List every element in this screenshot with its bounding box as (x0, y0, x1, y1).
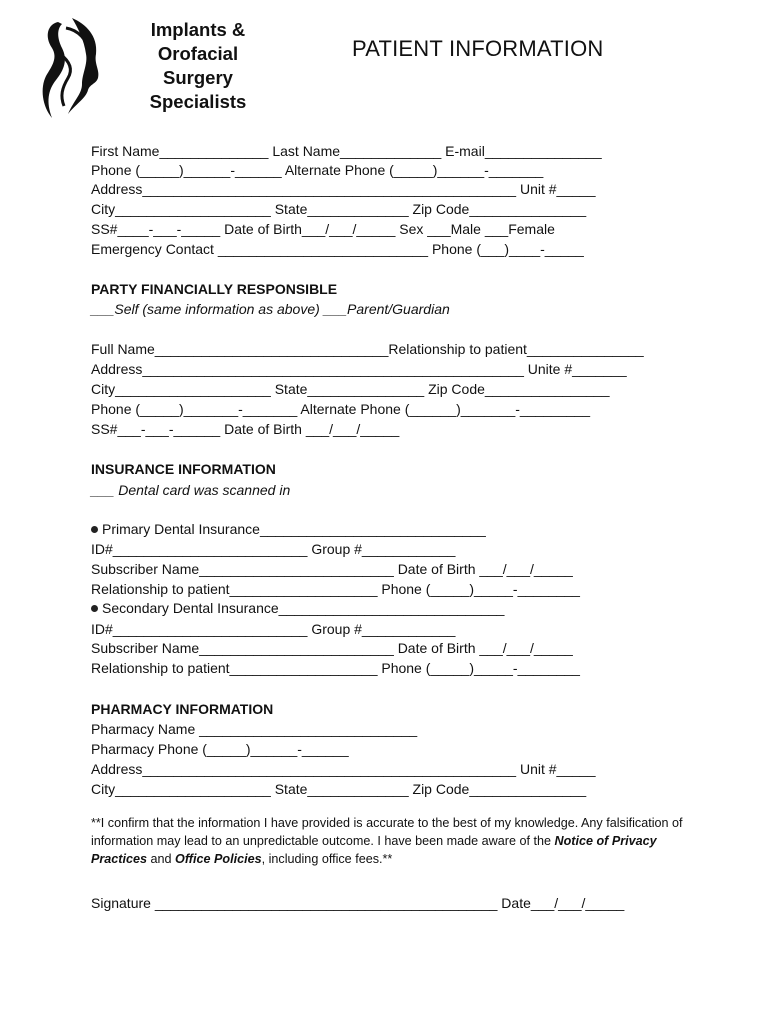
card-scanned-option[interactable]: ___ Dental card was scanned in (91, 482, 291, 498)
primary-relationship-row[interactable]: Relationship to patient___________________ Phone (_____)_____-________ (91, 581, 580, 597)
insurance-heading: INSURANCE INFORMATION (91, 461, 276, 477)
primary-id-group-row[interactable]: ID#_________________________ Group #____________ (91, 541, 456, 557)
patient-name-email-row[interactable]: First Name______________ Last Name_____________ E-mail_______________ (91, 143, 602, 159)
form-title: PATIENT INFORMATION (352, 36, 604, 61)
pharmacy-name-row[interactable]: Pharmacy Name ____________________________ (91, 721, 418, 737)
financial-address-row[interactable]: Address_________________________________________________ Unite #_______ (91, 361, 627, 377)
secondary-subscriber-row[interactable]: Subscriber Name_________________________ Date of Birth ___/___/_____ (91, 640, 573, 656)
confirmation-text: **I confirm that the information I have provided is accurate to the best of my knowledge. Any falsification of information may lead to an unpredictable outcome. I have been made aware of the (91, 816, 683, 848)
patient-ssn-dob-sex-row[interactable]: SS#____-___-_____ Date of Birth___/___/_____ Sex ___Male ___Female (91, 221, 555, 237)
bullet-icon (91, 605, 98, 612)
financial-heading: PARTY FINANCIALLY RESPONSIBLE (91, 281, 338, 297)
patient-phone-row[interactable]: Phone (_____)______-______ Alternate Phone (_____)______-_______ (91, 162, 544, 178)
primary-subscriber-row[interactable]: Subscriber Name_________________________ Date of Birth ___/___/_____ (91, 561, 573, 577)
pharmacy-address-row[interactable]: Address________________________________________________ Unit #_____ (91, 761, 596, 777)
office-policies-ref: Office Policies (175, 852, 262, 866)
practice-name (128, 18, 268, 114)
practice-name-line: Implants & (150, 19, 246, 40)
pharmacy-phone-row[interactable]: Pharmacy Phone (_____)______-______ (91, 741, 349, 757)
primary-insurance-row[interactable] (91, 521, 486, 537)
practice-name-line: Surgery (163, 67, 233, 88)
secondary-relationship-row[interactable]: Relationship to patient___________________ Phone (_____)_____-________ (91, 660, 580, 676)
confirmation-statement (91, 814, 691, 868)
patient-address-row[interactable]: Address________________________________________________ Unit #_____ (91, 181, 596, 197)
privacy-notice-ref: Notice of Privacy Practices (91, 834, 657, 866)
confirmation-end: , including office fees.** (261, 852, 393, 866)
bullet-icon (91, 526, 98, 533)
pharmacy-heading: PHARMACY INFORMATION (91, 701, 274, 717)
primary-insurance-label: Primary Dental Insurance_____________________________ (102, 521, 486, 537)
practice-logo-icon (38, 14, 108, 124)
financial-options[interactable]: ___Self (same information as above) ___Parent/Guardian (91, 301, 450, 317)
patient-city-row[interactable]: City____________________ State_____________ Zip Code_______________ (91, 201, 587, 217)
emergency-contact-row[interactable]: Emergency Contact ___________________________ Phone (___)____-_____ (91, 241, 584, 257)
practice-name-line: Specialists (149, 91, 247, 112)
secondary-insurance-label: Secondary Dental Insurance_____________________________ (102, 600, 505, 616)
signature-date-row[interactable]: Signature ____________________________________________ Date___/___/_____ (91, 895, 625, 911)
financial-name-row[interactable]: Full Name______________________________Relationship to patient_______________ (91, 341, 644, 357)
secondary-insurance-row[interactable] (91, 600, 504, 616)
financial-phone-row[interactable]: Phone (_____)_______-_______ Alternate Phone (______)_______-_________ (91, 401, 590, 417)
secondary-id-group-row[interactable]: ID#_________________________ Group #____________ (91, 621, 456, 637)
financial-ssn-dob-row[interactable]: SS#___-___-______ Date of Birth ___/___/_____ (91, 421, 400, 437)
financial-city-row[interactable]: City____________________ State_______________ Zip Code________________ (91, 381, 610, 397)
practice-name-line: Orofacial (157, 43, 239, 64)
pharmacy-city-row[interactable]: City____________________ State_____________ Zip Code_______________ (91, 781, 587, 797)
confirmation-and: and (147, 852, 176, 866)
